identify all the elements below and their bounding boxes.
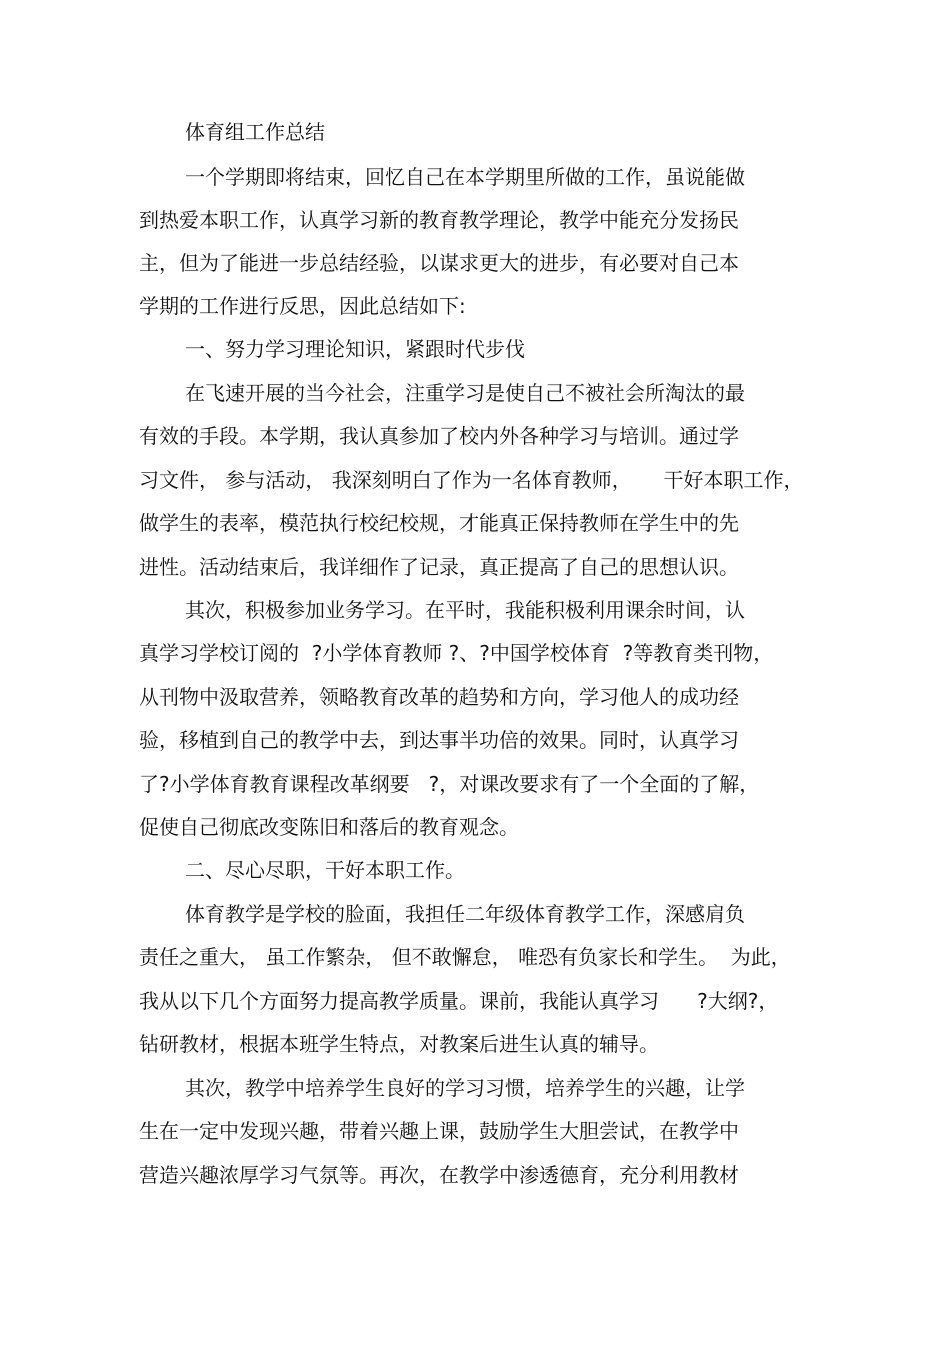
paragraph-line: 到热爱本职工作，认真学习新的教育教学理论，教学中能充分发扬民 bbox=[139, 208, 739, 232]
paragraph-line: 生在一定中发现兴趣，带着兴趣上课，鼓励学生大胆尝试，在教学中 bbox=[139, 1119, 739, 1143]
paragraph-line: 体育教学是学校的脸面，我担任二年级体育教学工作，深感肩负 bbox=[185, 902, 745, 926]
paragraph-line: 有效的手段。本学期，我认真参加了校内外各种学习与培训。通过学 bbox=[139, 424, 739, 448]
paragraph-line: 在飞速开展的当今社会，注重学习是使自己不被社会所淘汰的最 bbox=[185, 381, 745, 405]
paragraph-line: 学期的工作进行反思，因此总结如下: bbox=[139, 294, 466, 318]
paragraph-line: 做学生的表率，模范执行校纪校规，才能真正保持教师在学生中的先 bbox=[139, 511, 739, 535]
paragraph-line: 一个学期即将结束，回忆自己在本学期里所做的工作，虽说能做 bbox=[185, 165, 745, 189]
paragraph-line: 其次，教学中培养学生良好的学习习惯，培养学生的兴趣，让学 bbox=[185, 1076, 745, 1100]
paragraph-line: 我从以下几个方面努力提高教学质量。课前，我能认真学习 ?大纲?， bbox=[139, 989, 779, 1013]
paragraph-line: 从刊物中汲取营养，领略教育改革的趋势和方向，学习他人的成功经 bbox=[139, 685, 739, 709]
paragraph-line: 钻研教材，根据本班学生特点，对教案后进生认真的辅导。 bbox=[139, 1032, 659, 1056]
section-heading: 一、努力学习理论知识，紧跟时代步伐 bbox=[185, 337, 525, 361]
paragraph-line: 主，但为了能进一步总结经验，以谋求更大的进步，有必要对自己本 bbox=[139, 251, 739, 275]
paragraph-line: 了?小学体育教育课程改革纲要 ?，对课改要求有了一个全面的了解， bbox=[139, 772, 760, 796]
paragraph-line: 真学习学校订阅的 ?小学体育教师 ?、?中国学校体育 ?等教育类刊物， bbox=[139, 641, 774, 665]
paragraph-line: 其次，积极参加业务学习。在平时，我能积极利用课余时间，认 bbox=[185, 598, 745, 622]
paragraph-line: 验，移植到自己的教学中去，到达事半功倍的效果。同时，认真学习 bbox=[139, 728, 739, 752]
paragraph-line: 营造兴趣浓厚学习气氛等。再次，在教学中渗透德育，充分利用教材 bbox=[139, 1163, 739, 1187]
paragraph-line: 进性。活动结束后，我详细作了记录，真正提高了自己的思想认识。 bbox=[139, 555, 739, 579]
paragraph-line: 习文件， 参与活动， 我深刻明白了作为一名体育教师， 干好本职工作， bbox=[139, 468, 804, 492]
paragraph-line: 促使自己彻底改变陈旧和落后的教育观念。 bbox=[139, 815, 519, 839]
document-title: 体育组工作总结 bbox=[185, 120, 325, 144]
section-heading: 二、尽心尽职，干好本职工作。 bbox=[185, 858, 465, 882]
paragraph-line: 责任之重大， 虽工作繁杂， 但不敢懈怠， 唯恐有负家长和学生。 为此， bbox=[139, 945, 791, 969]
